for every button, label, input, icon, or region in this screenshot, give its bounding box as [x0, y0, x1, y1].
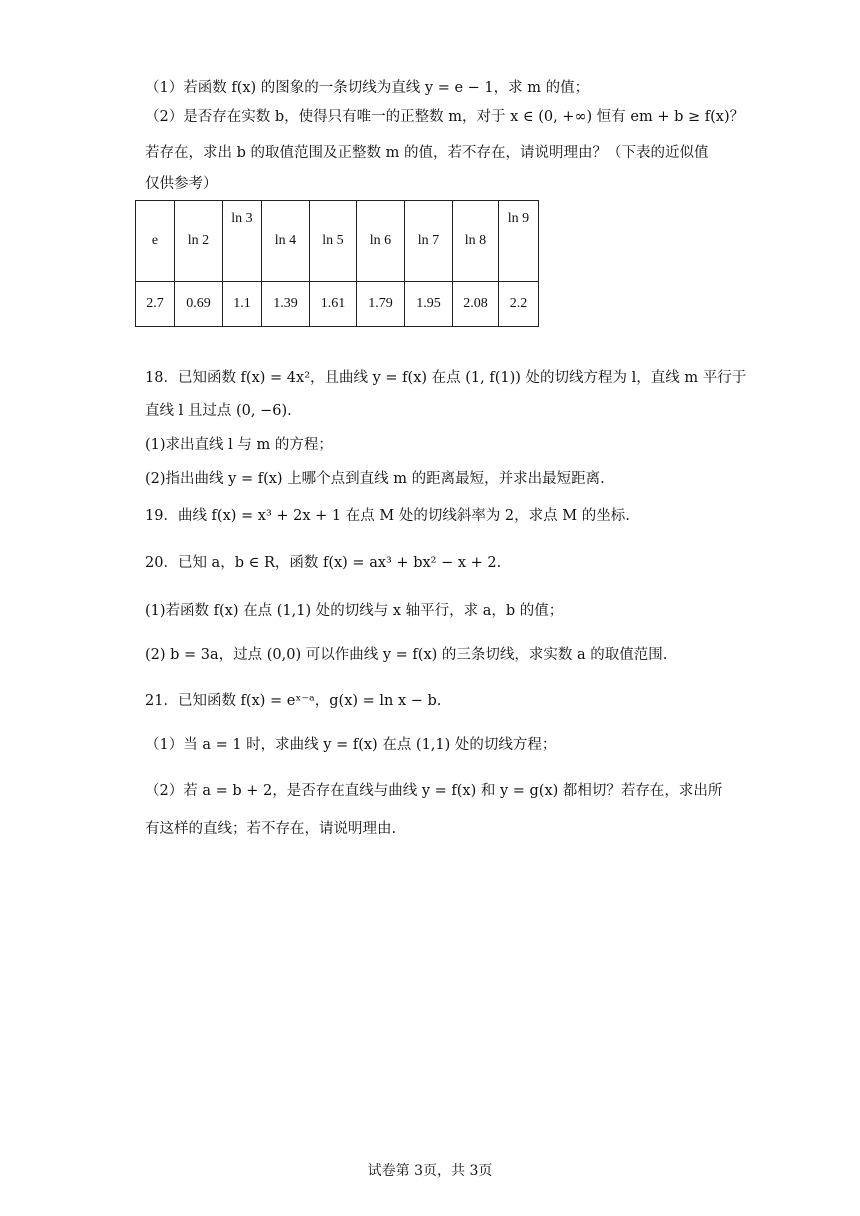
table-header-cell: ln 3 — [223, 201, 262, 282]
q18-line1: 18．已知函数 f(x) = 4x²，且曲线 y = f(x) 在点 (1, f(1)) 处的切线方程为 l，直线 m 平行于 — [145, 370, 747, 386]
table-value-cell: 0.69 — [175, 282, 223, 327]
table-header-cell: ln 4 — [262, 201, 310, 282]
table-value-cell: 2.2 — [499, 282, 539, 327]
q18-part1: (1)求出直线 l 与 m 的方程； — [145, 437, 333, 453]
table-header-cell: ln 6 — [357, 201, 405, 282]
table-header-cell: ln 7 — [405, 201, 453, 282]
q18-line2: 直线 l 且过点 (0, −6). — [145, 403, 292, 419]
table-value-cell: 2.7 — [136, 282, 175, 327]
table-value-cell: 1.1 — [223, 282, 262, 327]
q17-part1: （1）若函数 f(x) 的图象的一条切线为直线 y = e − 1，求 m 的值； — [145, 80, 590, 96]
q21-part2-line1: （2）若 a = b + 2，是否存在直线与曲线 y = f(x) 和 y = g(x) 都相切？若存在，求出所 — [145, 783, 723, 799]
table-header-cell: ln 5 — [310, 201, 357, 282]
q21-line1: 21．已知函数 f(x) = eˣ⁻ᵃ，g(x) = ln x − b. — [145, 693, 442, 709]
q19-line1: 19．曲线 f(x) = x³ + 2x + 1 在点 M 处的切线斜率为 2，求点 M 的坐标. — [145, 508, 630, 524]
table-header-cell: ln 2 — [175, 201, 223, 282]
table-value-cell: 1.61 — [310, 282, 357, 327]
ln-value-table — [135, 200, 539, 327]
q18-part2: (2)指出曲线 y = f(x) 上哪个点到直线 m 的距离最短，并求出最短距离. — [145, 471, 605, 487]
q21-part2-line2: 有这样的直线；若不存在，请说明理由. — [145, 821, 397, 837]
q17-part2-line3: 仅供参考） — [145, 176, 218, 192]
q17-part2-line1: （2）是否存在实数 b，使得只有唯一的正整数 m，对于 x ∈ (0, +∞) 恒有 em + b ≥ f(x)？ — [145, 109, 745, 125]
q20-line1: 20．已知 a，b ∈ R，函数 f(x) = ax³ + bx² − x + 2. — [145, 555, 502, 571]
table-header-row — [136, 201, 539, 282]
table-value-row — [136, 282, 539, 327]
table-header-cell: ln 9 — [499, 201, 539, 282]
table-value-cell: 1.95 — [405, 282, 453, 327]
table-header-cell: e — [136, 201, 175, 282]
q21-part1: （1）当 a = 1 时，求曲线 y = f(x) 在点 (1,1) 处的切线方程； — [145, 737, 557, 753]
q20-part1: (1)若函数 f(x) 在点 (1,1) 处的切线与 x 轴平行，求 a，b 的值； — [145, 603, 564, 619]
q20-part2: (2) b = 3a，过点 (0,0) 可以作曲线 y = f(x) 的三条切线，求实数 a 的取值范围. — [145, 647, 668, 663]
table-header-cell: ln 8 — [453, 201, 499, 282]
table-value-cell: 2.08 — [453, 282, 499, 327]
table-value-cell: 1.39 — [262, 282, 310, 327]
page-footer: 试卷第 3页，共 3页 — [367, 1163, 493, 1179]
table-value-cell: 1.79 — [357, 282, 405, 327]
q17-part2-line2: 若存在，求出 b 的取值范围及正整数 m 的值，若不存在，请说明理由？（下表的近似值 — [145, 145, 709, 161]
